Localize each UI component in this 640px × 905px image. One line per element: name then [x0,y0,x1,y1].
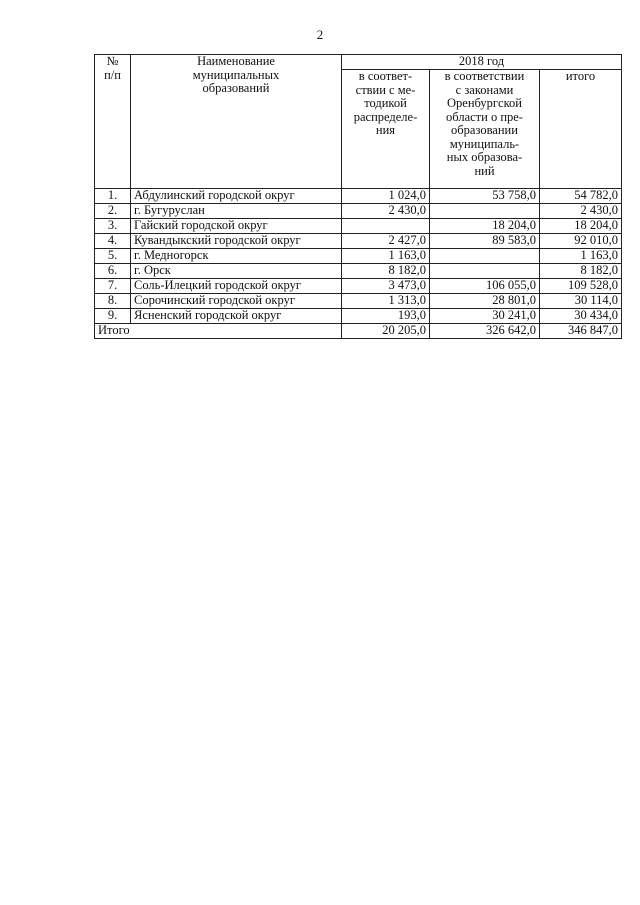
row-number: 7. [95,279,131,294]
row-municipality: г. Медногорск [131,249,342,264]
table-row [95,264,622,279]
header-by-methodology: в соответ- ствии с ме- тодикой распределе- ния [342,70,430,189]
table-row [95,309,622,324]
row-by-methodology: 1 313,0 [342,294,430,309]
table-row [95,234,622,249]
row-total: 109 528,0 [540,279,622,294]
header-by-laws: в соответствии с законами Оренбургской области о пре- образовании муниципаль- ных образова- ний [430,70,540,189]
table-row [95,249,622,264]
table-row [95,294,622,309]
row-by-methodology: 1 024,0 [342,189,430,204]
header-number: № п/п [95,55,131,189]
row-municipality: Кувандыкский городской округ [131,234,342,249]
row-total: 8 182,0 [540,264,622,279]
total-sum: 346 847,0 [540,324,622,339]
row-by-methodology: 3 473,0 [342,279,430,294]
total-row [95,324,622,339]
row-municipality: Ясненский городской округ [131,309,342,324]
row-by-methodology: 2 427,0 [342,234,430,249]
row-total: 30 114,0 [540,294,622,309]
total-by-laws: 326 642,0 [430,324,540,339]
row-number: 1. [95,189,131,204]
row-number: 2. [95,204,131,219]
header-total: итого [540,70,622,189]
row-municipality: г. Орск [131,264,342,279]
row-by-methodology: 8 182,0 [342,264,430,279]
row-by-laws: 30 241,0 [430,309,540,324]
row-total: 54 782,0 [540,189,622,204]
row-total: 92 010,0 [540,234,622,249]
row-municipality: Соль-Илецкий городской округ [131,279,342,294]
row-total: 30 434,0 [540,309,622,324]
row-municipality: Сорочинский городской округ [131,294,342,309]
row-by-laws: 18 204,0 [430,219,540,234]
header-year: 2018 год [342,55,622,70]
row-by-methodology: 193,0 [342,309,430,324]
row-number: 5. [95,249,131,264]
table-row [95,219,622,234]
table-row [95,204,622,219]
row-municipality: Гайский городской округ [131,219,342,234]
row-total: 1 163,0 [540,249,622,264]
row-total: 18 204,0 [540,219,622,234]
row-by-laws [430,249,540,264]
page-number: 2 [316,27,324,42]
total-label: Итого [95,324,342,339]
row-by-laws: 28 801,0 [430,294,540,309]
row-by-methodology: 1 163,0 [342,249,430,264]
row-total: 2 430,0 [540,204,622,219]
row-by-laws: 53 758,0 [430,189,540,204]
row-by-laws: 106 055,0 [430,279,540,294]
row-number: 3. [95,219,131,234]
table-row [95,279,622,294]
row-municipality: г. Бугуруслан [131,204,342,219]
table-row [95,189,622,204]
row-by-methodology [342,219,430,234]
header-municipality: Наименование муниципальных образований [131,55,342,189]
row-by-laws [430,264,540,279]
row-number: 8. [95,294,131,309]
row-by-methodology: 2 430,0 [342,204,430,219]
row-number: 6. [95,264,131,279]
row-by-laws [430,204,540,219]
total-by-methodology: 20 205,0 [342,324,430,339]
allocation-table [94,54,622,339]
row-by-laws: 89 583,0 [430,234,540,249]
row-number: 4. [95,234,131,249]
row-number: 9. [95,309,131,324]
row-municipality: Абдулинский городской округ [131,189,342,204]
